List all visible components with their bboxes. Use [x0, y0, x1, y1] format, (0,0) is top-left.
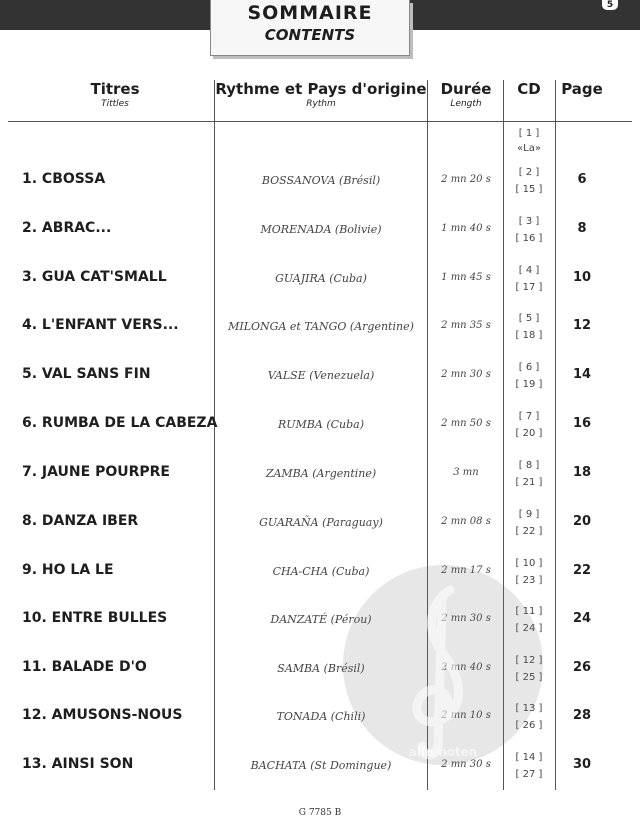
cd-track-a: [ 9 ]: [518, 509, 540, 520]
cd-track-b: [ 15 ]: [515, 184, 543, 195]
header-duree: [428, 80, 504, 109]
track-cd: [503, 457, 555, 491]
track-cd: [503, 310, 555, 344]
track-page: 28: [572, 708, 592, 723]
track-title: 11. BALADE D'O: [22, 659, 147, 675]
track-page: 26: [572, 660, 592, 675]
track-page: 16: [572, 416, 592, 431]
table-row: [0, 501, 640, 549]
track-duration: 2 mn 30 s: [441, 369, 491, 380]
watermark-text: alle-noten: [408, 745, 478, 759]
cd-track-a: [ 10 ]: [515, 558, 543, 569]
cd-track-b: [ 24 ]: [515, 623, 543, 634]
cd-track-b: [ 17 ]: [515, 282, 543, 293]
track-rhythm: BOSSANOVA (Brésil): [261, 174, 381, 187]
table-row: [0, 208, 640, 256]
header-cd: [503, 80, 555, 98]
track-duration: 2 mn 40 s: [441, 662, 491, 673]
track-page: 30: [572, 757, 592, 772]
header-titres-label: Titres: [90, 80, 140, 98]
track-rhythm: TONADA (Chili): [276, 710, 366, 723]
cd-track-a: [ 4 ]: [518, 265, 540, 276]
track-duration: 2 mn 17 s: [441, 565, 491, 576]
cd-track-b: [ 21 ]: [515, 477, 543, 488]
track-title: 12. AMUSONS-NOUS: [22, 707, 183, 723]
track-title: 9. HO LA LE: [22, 562, 114, 578]
track-rhythm: SAMBA (Brésil): [277, 662, 365, 675]
track-rhythm: RUMBA (Cuba): [277, 418, 365, 431]
track-duration: 2 mn 10 s: [441, 710, 491, 721]
track-title: 3. GUA CAT'SMALL: [22, 269, 167, 285]
track-cd: [503, 506, 555, 540]
track-cd: [503, 164, 555, 198]
track-page: 24: [572, 611, 592, 626]
cd-track-b: [ 23 ]: [515, 575, 543, 586]
cd-intro-number: [ 1 ]: [518, 128, 540, 139]
header-rythme-sublabel: Rythm: [306, 99, 336, 109]
track-cd: [503, 359, 555, 393]
cd-track-b: [ 27 ]: [515, 769, 543, 780]
track-title: 2. ABRAC...: [22, 220, 112, 236]
cd-track-a: [ 11 ]: [515, 606, 543, 617]
track-rhythm: BACHATA (St Domingue): [250, 759, 392, 772]
track-rhythm: ZAMBA (Argentine): [265, 467, 377, 480]
cd-track-b: [ 25 ]: [515, 672, 543, 683]
header-titres: [60, 80, 170, 109]
page-number-badge: 5: [602, 0, 618, 10]
table-row: [0, 354, 640, 402]
cd-track-a: [ 6 ]: [518, 362, 540, 373]
cd-track-a: [ 2 ]: [518, 167, 540, 178]
track-duration: 3 mn: [453, 467, 479, 478]
cd-track-b: [ 22 ]: [515, 526, 543, 537]
track-rhythm: GUARAÑA (Paraguay): [259, 516, 383, 529]
cd-track-a: [ 12 ]: [515, 655, 543, 666]
cd-intro-label: «La»: [517, 143, 541, 154]
track-page: 22: [572, 563, 592, 578]
track-duration: 2 mn 50 s: [441, 418, 491, 429]
track-rhythm: VALSE (Venezuela): [267, 369, 375, 382]
track-title: 5. VAL SANS FIN: [22, 366, 151, 382]
table-row: [0, 257, 640, 305]
title-box: [210, 0, 410, 56]
cd-track-b: [ 18 ]: [515, 330, 543, 341]
track-duration: 1 mn 45 s: [441, 272, 491, 283]
track-duration: 1 mn 40 s: [441, 223, 491, 234]
table-header: [0, 80, 640, 122]
track-duration: 2 mn 30 s: [441, 613, 491, 624]
track-cd: [503, 213, 555, 247]
catalog-number: G 7785 B: [298, 808, 342, 818]
track-title: 4. L'ENFANT VERS...: [22, 317, 179, 333]
watermark: [338, 560, 548, 770]
track-title: 10. ENTRE BULLES: [22, 610, 168, 626]
track-page: 10: [572, 270, 592, 285]
header-divider: [8, 121, 632, 122]
header-rythme: [215, 80, 427, 109]
cd-track-a: [ 3 ]: [518, 216, 540, 227]
track-page: 18: [572, 465, 592, 480]
table-row: [0, 403, 640, 451]
header-page: [556, 80, 608, 98]
track-page: 8: [577, 221, 587, 236]
cd-track-a: [ 8 ]: [518, 460, 540, 471]
track-page: 6: [577, 172, 587, 187]
track-rhythm: DANZATÉ (Pérou): [270, 613, 372, 626]
table-row: [0, 452, 640, 500]
cd-track-a: [ 13 ]: [515, 703, 543, 714]
track-title: 1. CBOSSA: [22, 171, 106, 187]
cd-track-a: [ 14 ]: [515, 752, 543, 763]
track-duration: 2 mn 35 s: [441, 320, 491, 331]
track-title: 8. DANZA IBER: [22, 513, 139, 529]
page-title: SOMMAIRE: [247, 2, 373, 24]
track-duration: 2 mn 08 s: [441, 516, 491, 527]
cd-track-b: [ 26 ]: [515, 720, 543, 731]
table-row: [0, 159, 640, 207]
table-row: [0, 305, 640, 353]
header-titres-sublabel: Tittles: [101, 99, 129, 109]
track-rhythm: GUAJIRA (Cuba): [275, 272, 367, 285]
track-page: 20: [572, 514, 592, 529]
cd-intro-track: [503, 126, 555, 156]
track-duration: 2 mn 20 s: [441, 174, 491, 185]
page-subtitle: CONTENTS: [264, 26, 356, 44]
track-title: 6. RUMBA DE LA CABEZA: [22, 415, 218, 431]
cd-track-a: [ 7 ]: [518, 411, 540, 422]
header-duree-sublabel: Length: [450, 99, 482, 109]
track-page: 12: [572, 318, 592, 333]
track-cd: [503, 262, 555, 296]
track-title: 13. AINSI SON: [22, 756, 134, 772]
track-title: 7. JAUNE POURPRE: [22, 464, 170, 480]
header-rythme-label: Rythme et Pays d'origine: [215, 80, 427, 98]
track-rhythm: MORENADA (Bolivie): [260, 223, 382, 236]
cd-track-b: [ 19 ]: [515, 379, 543, 390]
cd-track-b: [ 16 ]: [515, 233, 543, 244]
track-rhythm: MILONGA et TANGO (Argentine): [228, 320, 414, 333]
header-page-label: Page: [561, 80, 603, 98]
track-page: 14: [572, 367, 592, 382]
cd-track-b: [ 20 ]: [515, 428, 543, 439]
track-rhythm: CHA-CHA (Cuba): [272, 565, 370, 578]
header-duree-label: Durée: [440, 80, 492, 98]
cd-track-a: [ 5 ]: [518, 313, 540, 324]
track-duration: 2 mn 30 s: [441, 759, 491, 770]
header-cd-label: CD: [517, 80, 541, 98]
track-cd: [503, 408, 555, 442]
